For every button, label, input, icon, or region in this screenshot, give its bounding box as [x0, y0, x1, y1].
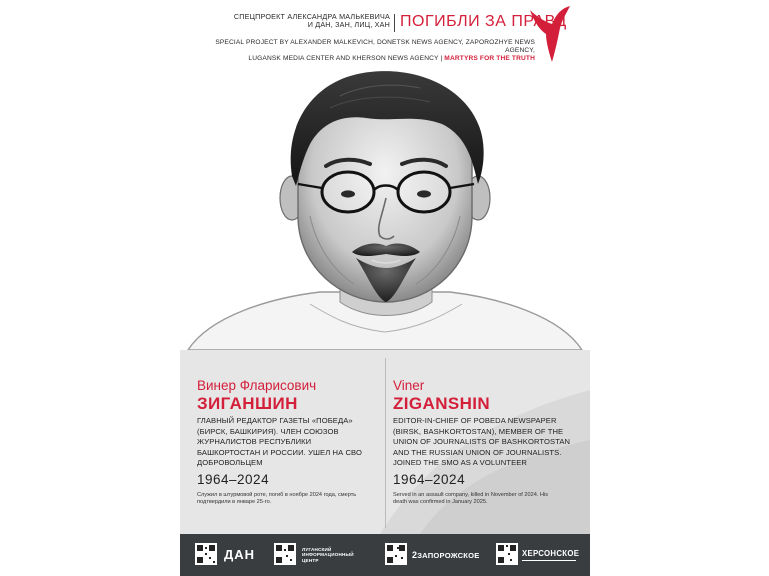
footer-partners [180, 534, 590, 576]
zap-logo-text: ЗАПОРОЖСКОЕ [417, 551, 480, 560]
project-ru-line1: СПЕЦПРОЕКТ АЛЕКСАНДРА МАЛЬКЕВИЧА [233, 12, 390, 21]
portrait-illustration [180, 66, 590, 350]
project-ru-line2: И ДАН, ЗАН, ЛИЦ, ХАН [307, 20, 390, 30]
bio-ru: ГЛАВНЫЙ РЕДАКТОР ГАЗЕТЫ «ПОБЕДА» (БИРСК, БАШКИРИЯ). ЧЛЕН СОЮЗОВ ЖУРНАЛИСТОВ РЕСПУБЛИКИ БАШКОРТОСТАН И РОССИИ. УШЕЛ НА СВО ДОБРОВОЛЬЦЕМ [197, 416, 362, 468]
note-en: Served in an assault company, killed in November of 2024. His death was confirmed in January 2025. [393, 492, 549, 506]
poster [180, 0, 590, 576]
zap-logo [412, 550, 479, 560]
project-en-line1: SPECIAL PROJECT BY ALEXANDER MALKEVICH, DONETSK NEWS AGENCY, ZAPOROZHYE NEWS AGENCY, [215, 39, 535, 55]
bird-logo-icon [528, 4, 572, 64]
header [180, 0, 590, 66]
project-en-sep: | [438, 55, 445, 63]
bio-en: EDITOR-IN-CHIEF OF POBEDA NEWSPAPER (BIRSK, BASHKORTOSTAN), MEMBER OF THE UNION OF JOURNALISTS OF BASHKORTOSTAN AND THE RUSSIAN UNION OF JOURNALISTS. JOINED THE SMO AS A VOLUNTEER [393, 416, 571, 468]
person-surname-ru: ЗИГАНШИН [197, 394, 298, 413]
project-label-en [205, 39, 535, 64]
years-ru: 1964–2024 [197, 472, 270, 487]
zap-logo-mark: 2 [412, 550, 418, 560]
lic-logo-line1: ЛУГАНСКИЙ [302, 547, 332, 552]
project-en-line2-wrap [205, 55, 535, 63]
note-ru: Служил в штурмовой роте, погиб в ноябре 2024 года, смерть подтвердили в январе 25-го. [197, 492, 357, 506]
lic-logo-line3: ЦЕНТР [302, 557, 319, 563]
person-name-ru: Винер Фларисович [197, 378, 317, 393]
column-divider [385, 358, 386, 528]
dan-logo: ДАН [224, 547, 256, 562]
project-label-ru [220, 13, 390, 30]
lic-logo [302, 547, 354, 563]
her-logo-text: ХЕРСОНСКОЕ [522, 549, 580, 558]
years-en: 1964–2024 [393, 472, 466, 487]
qr-code-icon[interactable] [274, 543, 296, 565]
qr-code-icon[interactable] [496, 543, 518, 565]
qr-code-icon[interactable] [195, 543, 217, 565]
person-surname-en: ZIGANSHIN [393, 394, 491, 413]
project-en-line2: LUGANSK MEDIA CENTER AND KHERSON NEWS AGENCY [248, 55, 439, 63]
qr-code-icon[interactable] [385, 543, 407, 565]
her-logo [522, 549, 579, 561]
header-divider [394, 14, 395, 32]
her-logo-underline [522, 560, 576, 561]
person-name-en: Viner [393, 378, 425, 393]
lic-logo-line2: ИНФОРМАЦИОННЫЙ [302, 552, 354, 558]
project-title: ПОГИБЛИ ЗА ПРАВД [400, 13, 567, 30]
info-panel [180, 350, 590, 534]
project-en-highlight: MARTYRS FOR THE TRUTH [444, 55, 535, 63]
